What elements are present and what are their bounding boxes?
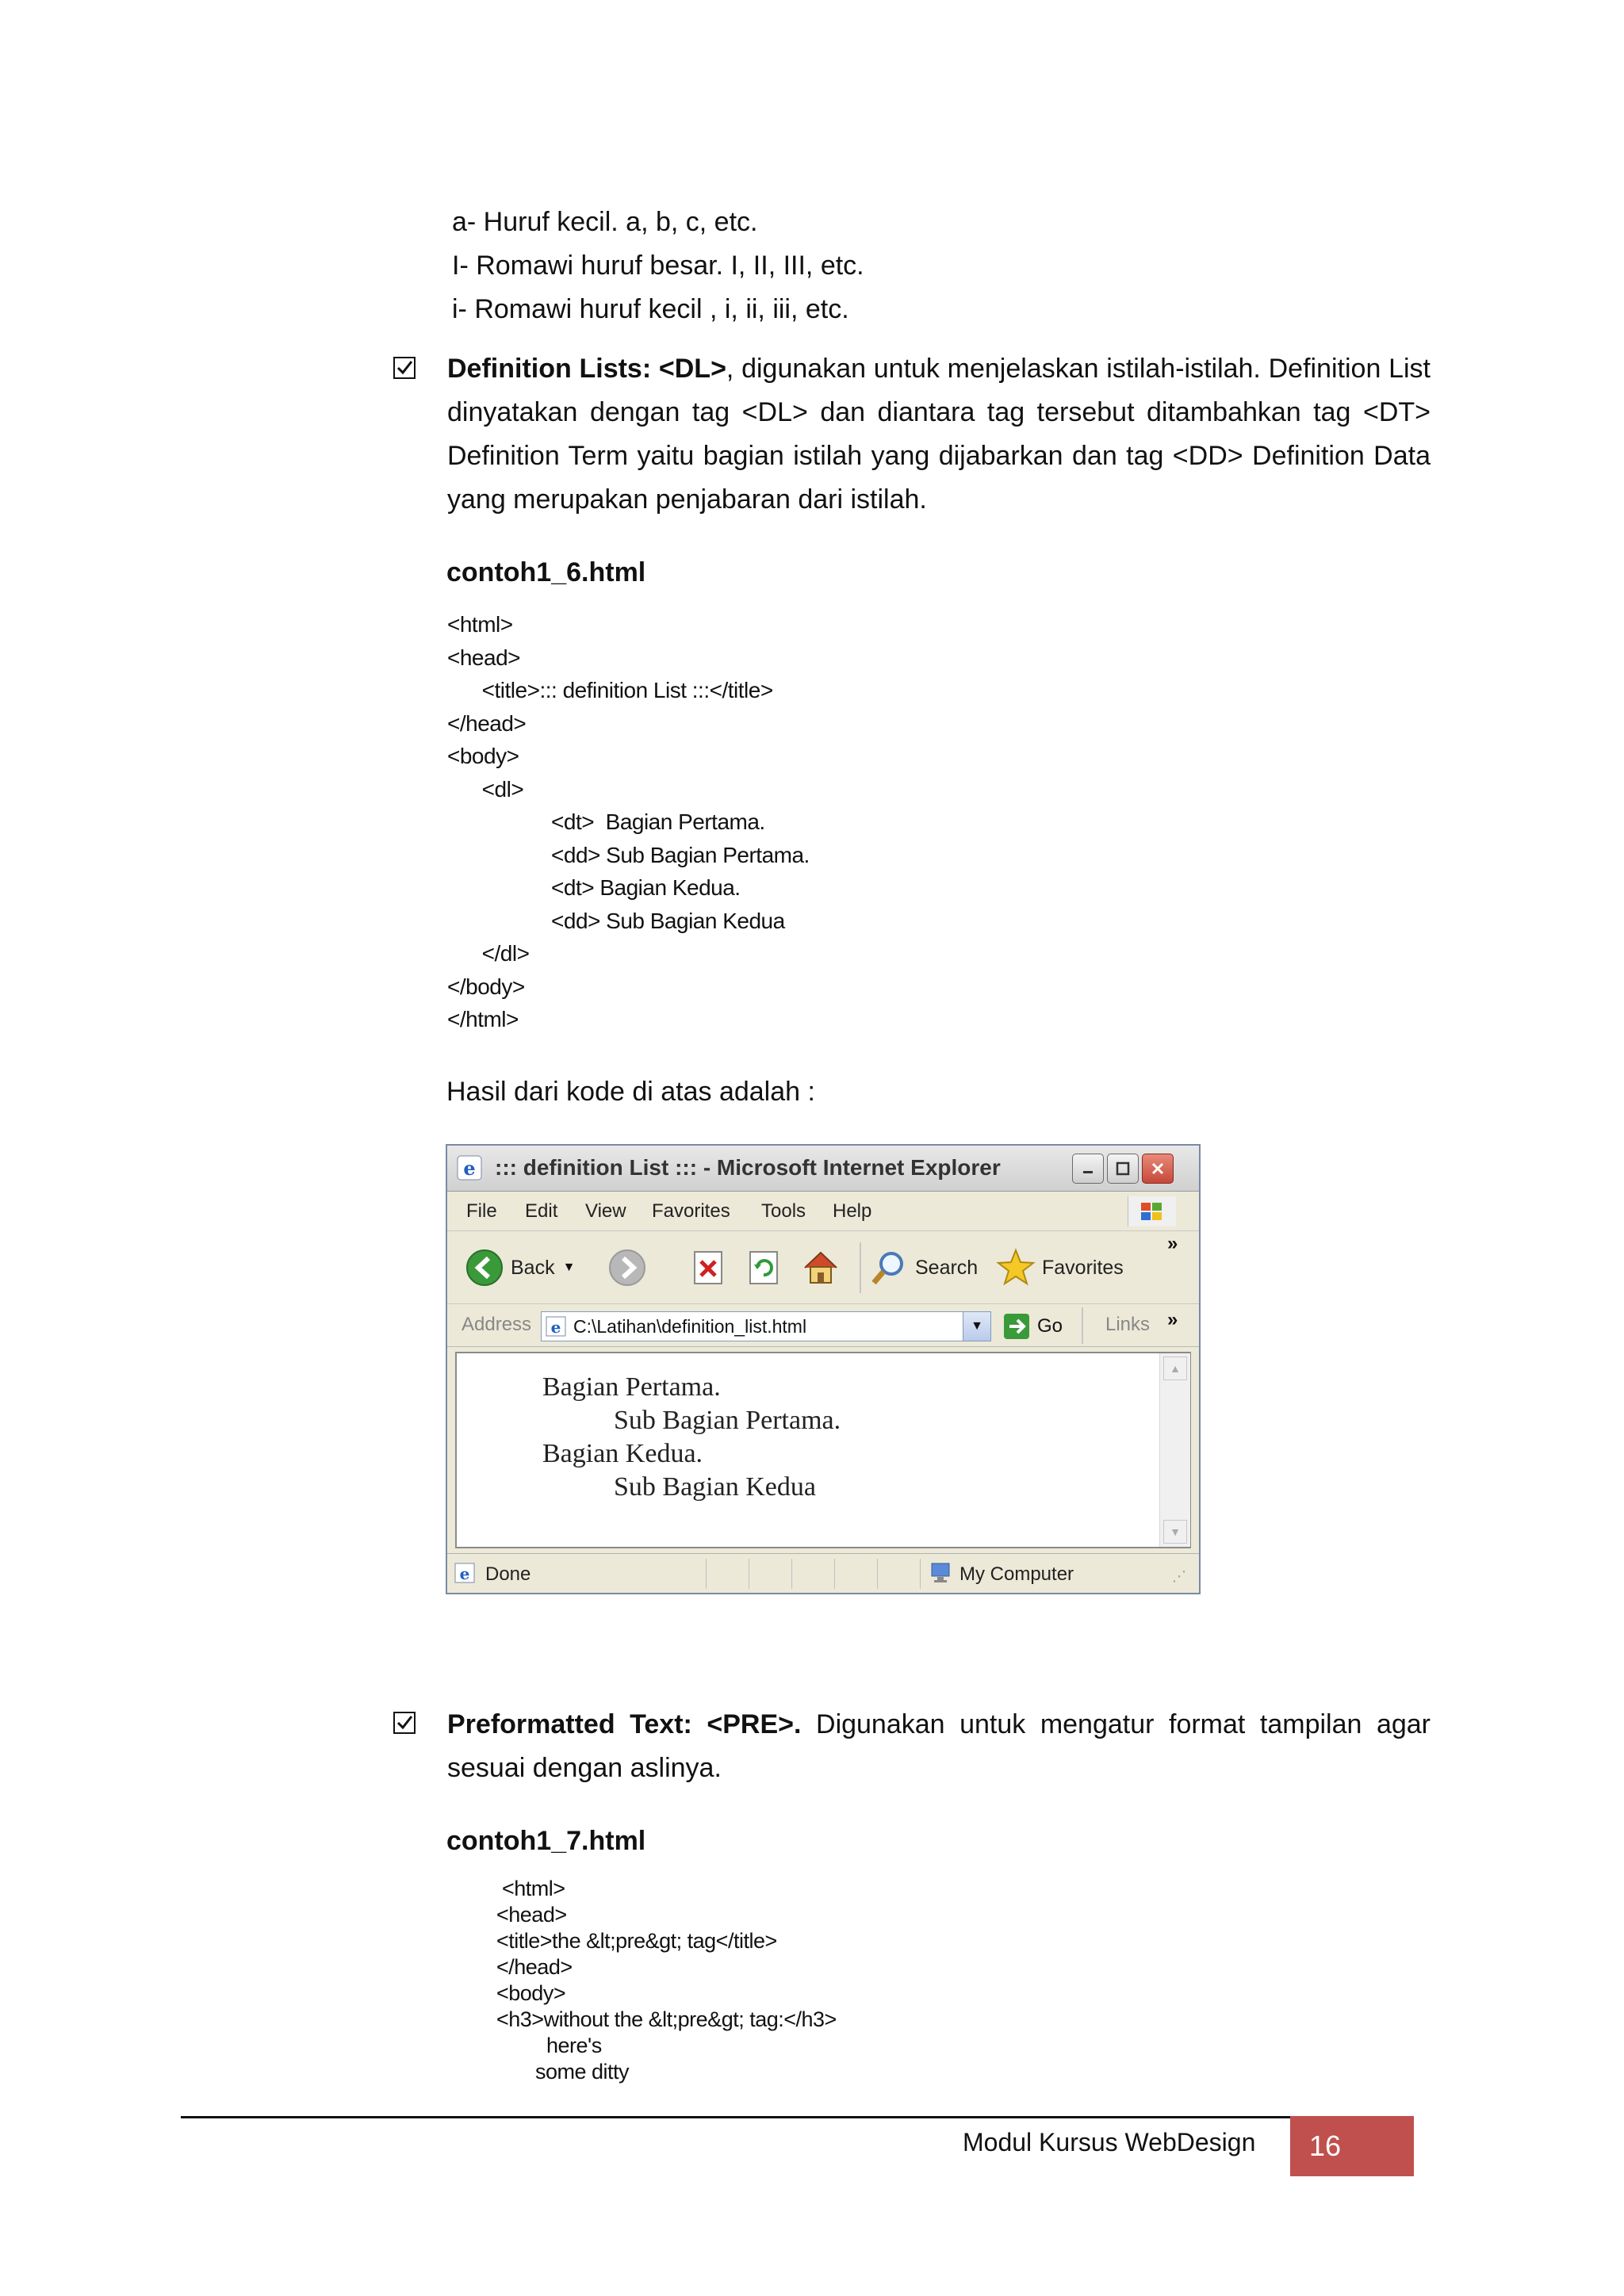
list-item: I- Romawi huruf besar. I, II, III, etc. — [452, 251, 864, 281]
status-divider — [834, 1559, 835, 1589]
code-line: <body> — [447, 744, 519, 768]
resize-grip-icon[interactable]: ⋰ — [1172, 1568, 1186, 1584]
go-button[interactable] — [1002, 1311, 1063, 1342]
address-label: Address — [462, 1314, 532, 1335]
code-line: <dd> Sub Bagian Kedua — [447, 908, 785, 933]
definition-term: Definition Lists: <DL> — [447, 354, 726, 384]
search-label: Search — [915, 1256, 979, 1279]
menu-tools[interactable]: Tools — [761, 1200, 806, 1222]
list-item: i- Romawi huruf kecil , i, ii, iii, etc. — [452, 294, 849, 324]
code-line: </body> — [447, 974, 525, 999]
maximize-button[interactable] — [1107, 1154, 1139, 1184]
computer-icon — [929, 1561, 953, 1585]
windows-logo-icon — [1128, 1196, 1176, 1226]
status-bar — [447, 1553, 1199, 1593]
star-icon — [996, 1248, 1036, 1288]
address-separator — [1082, 1307, 1083, 1344]
checkbox-icon — [393, 357, 416, 379]
checkbox-icon — [393, 1712, 416, 1734]
links-button[interactable]: Links — [1105, 1314, 1151, 1335]
forward-arrow-icon — [607, 1248, 647, 1288]
stop-icon — [691, 1250, 726, 1285]
home-button[interactable] — [801, 1247, 841, 1291]
code-line: <html> — [496, 1877, 565, 1900]
svg-text:e: e — [550, 1318, 561, 1337]
menu-file[interactable]: File — [466, 1200, 497, 1222]
close-icon — [1150, 1161, 1166, 1177]
search-button[interactable] — [869, 1247, 978, 1288]
back-label: Back — [511, 1256, 555, 1279]
code-line: <dl> — [447, 776, 524, 802]
menu-help[interactable]: Help — [833, 1200, 872, 1222]
preformatted-paragraph — [447, 1703, 1431, 1790]
search-icon — [869, 1248, 909, 1288]
definition-paragraph — [447, 347, 1431, 522]
footer-module-title: Modul Kursus WebDesign — [963, 2128, 1256, 2156]
code-line: </head> — [447, 710, 527, 736]
window-title: ::: definition List ::: - Microsoft Internet Explorer — [495, 1155, 1001, 1180]
menu-view[interactable]: View — [585, 1200, 626, 1222]
back-button[interactable] — [465, 1247, 576, 1288]
toolbar-separator — [860, 1242, 861, 1293]
code-line: <title>the &lt;pre&gt; tag</title> — [496, 1929, 777, 1953]
dt-item: Bagian Pertama. — [542, 1372, 721, 1402]
forward-button[interactable] — [607, 1248, 647, 1292]
code-block — [447, 608, 810, 1036]
toolbar-overflow-icon[interactable]: » — [1167, 1233, 1178, 1254]
example-filename: contoh1_7.html — [446, 1826, 646, 1856]
code-line: <h3>without the &lt;pre&gt; tag:</h3> — [496, 2007, 837, 2031]
minimize-icon — [1080, 1161, 1096, 1177]
vertical-scrollbar[interactable] — [1159, 1353, 1190, 1547]
preformatted-text: Digunakan untuk mengatur format tampilan agar sesuai dengan aslinya. — [447, 1709, 1431, 1783]
code-block — [496, 1876, 837, 2085]
page-icon — [545, 1315, 567, 1337]
code-line: </dl> — [447, 941, 530, 966]
dt-item: Bagian Kedua. — [542, 1439, 703, 1468]
toolbar — [447, 1231, 1199, 1304]
page-status-icon — [454, 1562, 476, 1584]
code-line: <dt> Bagian Kedua. — [447, 875, 741, 900]
ie-logo-icon — [457, 1155, 482, 1181]
preformatted-term: Preformatted Text: <PRE>. — [447, 1709, 802, 1739]
status-divider — [706, 1559, 707, 1589]
favorites-label: Favorites — [1042, 1256, 1124, 1279]
refresh-icon — [747, 1250, 782, 1285]
title-bar — [447, 1146, 1199, 1192]
code-line: <dt> Bagian Pertama. — [447, 809, 765, 834]
svg-text:e: e — [459, 1564, 470, 1583]
code-line: </head> — [496, 1955, 573, 1979]
code-line: <head> — [496, 1903, 567, 1927]
svg-text:e: e — [463, 1157, 476, 1180]
menu-edit[interactable]: Edit — [525, 1200, 558, 1222]
refresh-button[interactable] — [747, 1250, 782, 1289]
code-line: <title>::: definition List :::</title> — [447, 678, 773, 702]
maximize-icon — [1115, 1161, 1131, 1177]
scroll-up-icon[interactable]: ▲ — [1163, 1357, 1187, 1380]
home-icon — [801, 1247, 841, 1287]
status-divider — [877, 1559, 878, 1589]
list-item: a- Huruf kecil. a, b, c, etc. — [452, 207, 758, 237]
definition-text: , digunakan untuk menjelaskan istilah-istilah. Definition List dinyatakan dengan tag <DL> dan diantara tag tersebut ditambahkan tag <DT> Definition Term yaitu bagian istilah yang dijabarkan dan tag <DD> Definition Data yang merupakan penjabaran dari istilah. — [447, 354, 1431, 515]
address-input[interactable] — [541, 1311, 991, 1341]
stop-button[interactable] — [691, 1250, 726, 1289]
address-value: C:\Latihan\definition_list.html — [573, 1316, 807, 1337]
back-arrow-icon — [465, 1248, 504, 1288]
page-number: 16 — [1290, 2116, 1414, 2176]
links-overflow-icon[interactable]: » — [1167, 1309, 1178, 1330]
code-line: <html> — [447, 612, 513, 637]
footer-divider — [181, 2116, 1291, 2118]
close-button[interactable] — [1142, 1154, 1174, 1184]
code-line: some ditty — [496, 2060, 630, 2084]
chevron-down-icon: ▼ — [562, 1261, 576, 1274]
zone-text: My Computer — [959, 1563, 1074, 1585]
scroll-down-icon[interactable]: ▼ — [1163, 1520, 1187, 1544]
code-line: <dd> Sub Bagian Pertama. — [447, 842, 810, 867]
favorites-button[interactable] — [996, 1247, 1124, 1288]
browser-window — [446, 1144, 1201, 1594]
status-divider — [920, 1559, 921, 1589]
code-line: <head> — [447, 645, 520, 670]
code-line: <body> — [496, 1981, 566, 2005]
go-label: Go — [1037, 1315, 1063, 1337]
address-bar — [447, 1304, 1199, 1347]
page-content — [455, 1352, 1191, 1548]
status-text: Done — [485, 1563, 531, 1585]
status-divider — [791, 1559, 792, 1589]
minimize-button[interactable] — [1072, 1154, 1104, 1184]
menu-favorites[interactable]: Favorites — [652, 1200, 730, 1222]
result-caption: Hasil dari kode di atas adalah : — [446, 1077, 815, 1107]
code-line: here's — [496, 2034, 602, 2057]
go-arrow-icon — [1002, 1312, 1031, 1341]
dd-item: Sub Bagian Pertama. — [614, 1406, 841, 1435]
dd-item: Sub Bagian Kedua — [614, 1472, 816, 1502]
menu-bar — [447, 1192, 1199, 1231]
address-dropdown-icon[interactable]: ▼ — [963, 1312, 990, 1341]
example-filename: contoh1_6.html — [446, 557, 646, 587]
code-line: </html> — [447, 1007, 519, 1031]
